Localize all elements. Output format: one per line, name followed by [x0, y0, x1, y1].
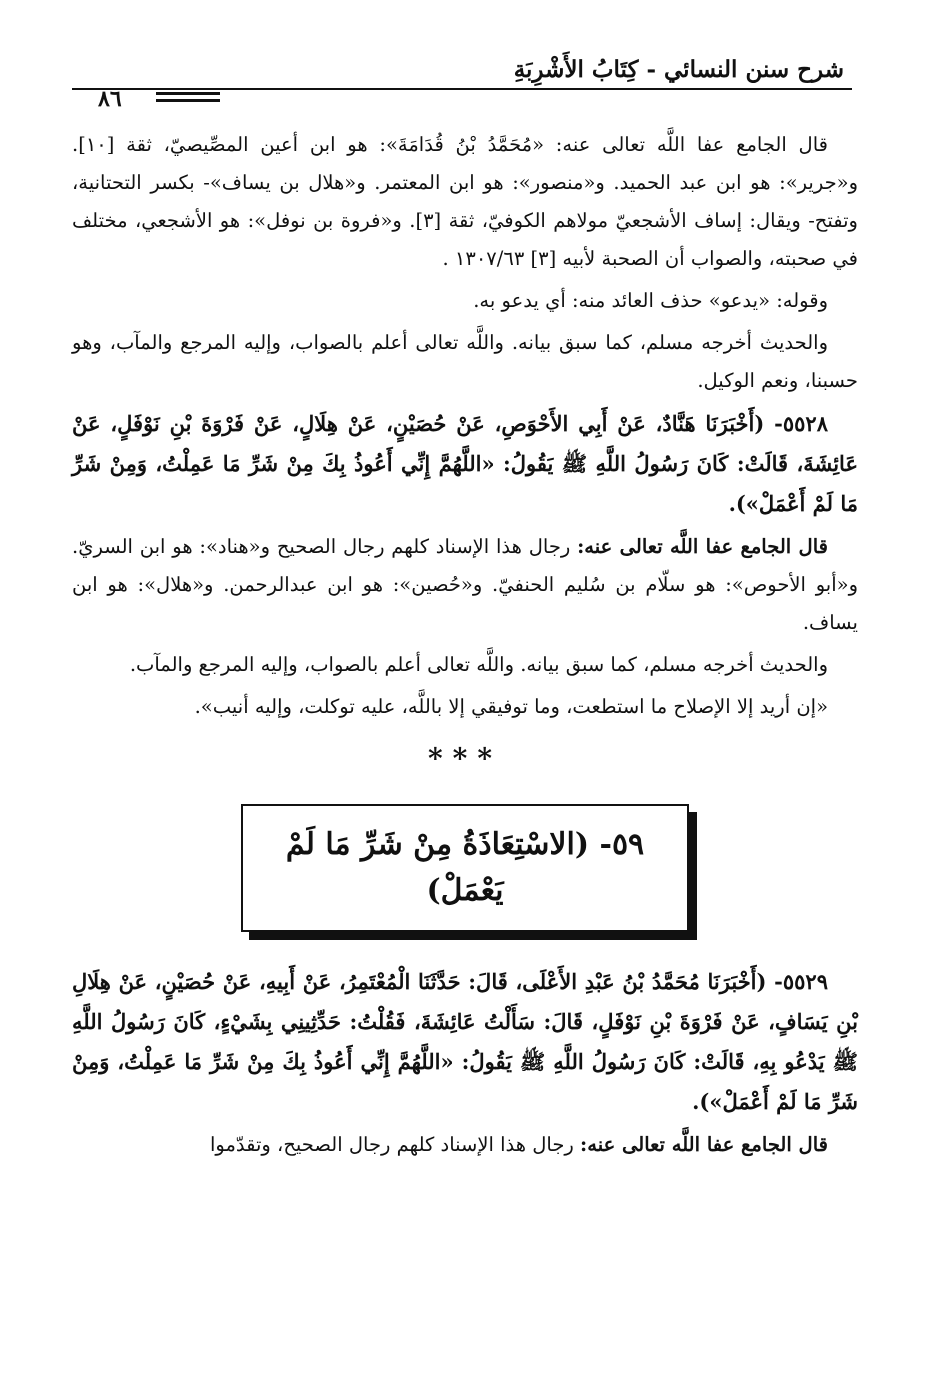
page-number-ornament — [156, 92, 220, 106]
commentary-paragraph — [72, 1126, 858, 1164]
hadith-5528: ٥٥٢٨- (أَخْبَرَنَا هَنَّادٌ، عَنْ أَبِي الأَحْوَصِ، عَنْ حُصَيْنٍ، عَنْ هِلَالٍ، عَنْ فَرْوَةَ بْنِ نَوْفَلٍ، عَنْ عَائِشَةَ، قَالَتْ: كَانَ رَسُولُ اللَّهِ ﷺ يَقُولُ: «اللَّهُمَّ إِنِّي أَعُوذُ بِكَ مِنْ شَرِّ مَا عَمِلْتُ، وَمِنْ شَرِّ مَا لَمْ أَعْمَلْ»). — [72, 411, 858, 516]
hadith-5529: ٥٥٢٩- (أَخْبَرَنَا مُحَمَّدُ بْنُ عَبْدِ الأَعْلَى، قَالَ: حَدَّثَنَا الْمُعْتَمِرُ، عَنْ أَبِيهِ، عَنْ حُصَيْنٍ، عَنْ هِلَالِ بْنِ يَسَافٍ، عَنْ فَرْوَةَ بْنِ نَوْفَلٍ، قَالَ: سَأَلْتُ عَائِشَةَ، فَقُلْتُ: حَدِّثِينِي بِشَيْءٍ، كَانَ رَسُولُ اللَّهِ ﷺ يَدْعُو بِهِ، قَالَتْ: كَانَ رَسُولُ اللَّهِ ﷺ يَقُولُ: «اللَّهُمَّ إِنِّي أَعُوذُ بِكَ مِنْ شَرِّ مَا عَمِلْتُ، وَمِنْ شَرِّ مَا لَمْ أَعْمَلْ»). — [72, 969, 858, 1114]
commentary-paragraph: والحديث أخرجه مسلم، كما سبق بيانه. واللَّه تعالى أعلم بالصواب، وإليه المرجع والمآب، وهو حسبنا، ونعم الوكيل. — [72, 331, 858, 392]
commentator-lead: قال الجامع عفا اللَّه تعالى عنه: — [580, 1133, 828, 1156]
commentator-lead: قال الجامع عفا اللَّه تعالى عنه: — [577, 535, 828, 558]
commentary-text: رجال هذا الإسناد كلهم رجال الصحيح، وتقدّموا — [209, 1133, 581, 1156]
running-header — [72, 50, 852, 112]
main-text — [72, 126, 858, 1168]
commentary-paragraph: قال الجامع عفا اللَّه تعالى عنه: «مُحَمَّدُ بْنُ قُدَامَةَ»: هو ابن أعين المصِّيصيّ، ثقة [١٠]. و«جرير»: هو ابن عبد الحميد. و«منصور»: هو ابن المعتمر. و«هلال بن يساف»- بكسر التحتانية، وتفتح- ويقال: إساف الأشجعيّ مولاهم الكوفيّ، ثقة [٣]. و«فروة بن نوفل»: هو الأشجعي، مختلف في صحبته، والصواب أن الصحبة لأبيه [٣] ١٣٠٧/٦٣ . — [72, 133, 858, 270]
section-separator: *** — [428, 742, 502, 775]
commentary-paragraph — [72, 528, 858, 642]
book-title: شرح سنن النسائي - كِتَابُ الأَشْرِبَةِ — [513, 56, 844, 83]
header-rule — [72, 88, 852, 90]
page-number: ٨٦ — [98, 86, 122, 112]
commentary-paragraph: والحديث أخرجه مسلم، كما سبق بيانه. واللَّه تعالى أعلم بالصواب، وإليه المرجع والمآب. — [129, 653, 828, 676]
chapter-heading: ٥٩- (الاسْتِعَاذَةُ مِنْ شَرِّ مَا لَمْ يَعْمَلْ) — [241, 804, 689, 932]
commentary-text: رجال هذا الإسناد كلهم رجال الصحيح و«هناد»: هو ابن السريّ. و«أبو الأحوص»: هو سلّام بن سُليم الحنفيّ. و«حُصين»: هو ابن عبدالرحمن. و«هلال»: هو ابن يساف. — [72, 535, 858, 634]
commentary-paragraph: وقوله: «يدعو» حذف العائد منه: أي يدعو به. — [473, 289, 828, 312]
quran-quote: «إن أريد إلا الإصلاح ما استطعت، وما توفيقي إلا باللَّه، عليه توكلت، وإليه أنيب». — [194, 695, 828, 718]
